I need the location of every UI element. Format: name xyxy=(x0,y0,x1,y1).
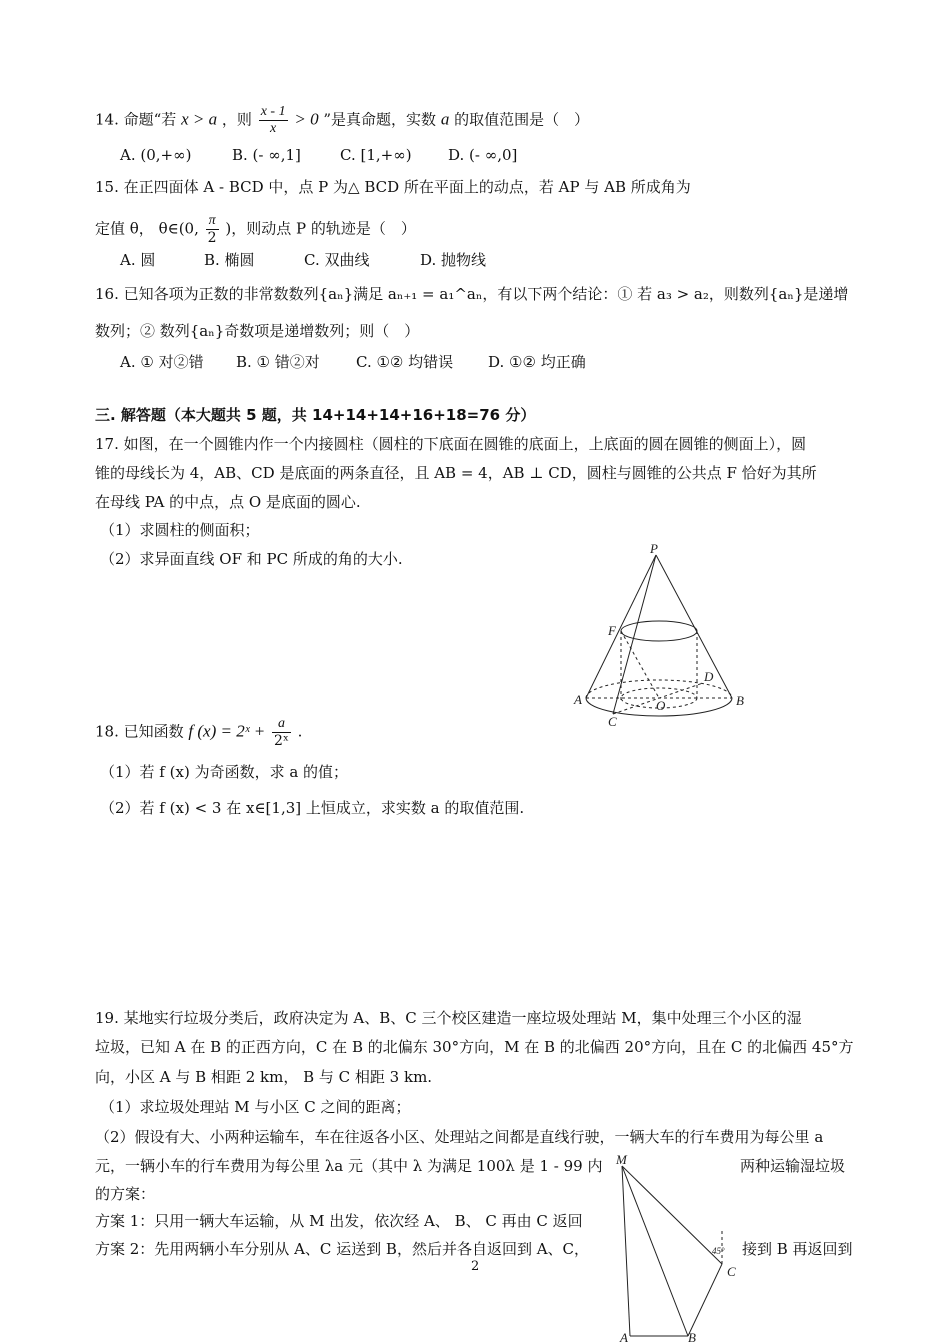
q15-option-b: B. 椭圆 xyxy=(204,251,255,269)
cone-cylinder-figure xyxy=(560,540,760,740)
q19-plan2-right: 接到 B 再返回到 xyxy=(742,1240,853,1258)
q15-fraction: $\frac{\pi}{2}$ xyxy=(207,213,217,246)
q17-line2: 锥的母线长为 4，AB、CD 是底面的两条直径，且 AB = 4，AB ⊥ CD，圆柱与圆锥的公共点 F 恰好为其所 xyxy=(95,464,817,482)
q14-option-b: B. (- ∞,1] xyxy=(232,146,301,164)
q19-part2-line3: 的方案： xyxy=(95,1185,156,1203)
q16-option-c: C. ①② 均错误 xyxy=(356,353,454,371)
q17-line3: 在母线 PA 的中点，点 O 是底面的圆心. xyxy=(95,493,361,511)
label-P: P xyxy=(650,541,658,556)
q19-part2-line1: （2）假设有大、小两种运输车，车在往返各小区、处理站之间都是直线行驶，一辆大车的行车费用为每公里 a xyxy=(95,1128,824,1146)
q15-option-d: D. 抛物线 xyxy=(420,251,487,269)
q19-line1: 19. 某地实行垃圾分类后，政府决定为 A、B、C 三个校区建造一座垃圾处理站 M，集中处理三个小区的湿 xyxy=(95,1009,802,1027)
label-A2: A xyxy=(620,1330,628,1344)
q16-option-d: D. ①② 均正确 xyxy=(488,353,586,371)
label-C2: C xyxy=(727,1264,736,1279)
q17-part1: （1）求圆柱的侧面积； xyxy=(100,521,260,539)
label-C: C xyxy=(608,714,617,729)
q17-line1: 17. 如图，在一个圆锥内作一个内接圆柱（圆柱的下底面在圆锥的底面上，上底面的圆在圆锥的侧面上），圆 xyxy=(95,435,807,453)
label-D: D xyxy=(704,669,714,684)
section-heading: 三. 解答题（本大题共 5 题，共 14+14+14+16+18=76 分） xyxy=(95,406,536,424)
label-A: A xyxy=(574,692,582,707)
q18-fraction: $\frac{a}{\text{2ˣ}}$ xyxy=(274,716,289,749)
q19-part2-line2: 元，一辆小车的行车费用为每公里 λa 元（其中 λ 为满足 100λ 是 1 - 99 内 xyxy=(95,1157,603,1175)
label-O: O xyxy=(656,698,666,713)
q16-line2: 数列；② 数列{aₙ}奇数项是递增数列；则（ ） xyxy=(95,322,420,340)
label-B: B xyxy=(736,693,744,708)
q14-fraction: $\frac{x - 1}{x}$ xyxy=(260,104,286,136)
q14-option-a: A. (0,+∞) xyxy=(120,146,192,164)
q14-stem: 14. 命题“若 x > a ，则 $\frac{x - 1}{x}$ > 0 ”是真命题，实数 a 的取值范围是（ ） xyxy=(95,104,590,136)
q15-option-c: C. 双曲线 xyxy=(304,251,370,269)
page-number: 2 xyxy=(471,1259,480,1274)
q19-plan1: 方案 1：只用一辆大车运输，从 M 出发，依次经 A、 B、 C 再由 C 返回 xyxy=(95,1212,583,1230)
label-M: M xyxy=(616,1152,627,1167)
q15-line1: 15. 在正四面体 A - BCD 中，点 P 为△ BCD 所在平面上的动点，若 AP 与 AB 所成角为 xyxy=(95,178,691,196)
q16-option-a: A. ① 对②错 xyxy=(120,353,204,371)
q18-part1: （1）若 f (x) 为奇函数，求 a 的值； xyxy=(100,763,349,781)
q19-line3: 向，小区 A 与 B 相距 2 km， B 与 C 相距 3 km. xyxy=(95,1068,433,1086)
q15-option-a: A. 圆 xyxy=(120,251,156,269)
location-figure xyxy=(600,1150,750,1344)
q16-line1: 16. 已知各项为正数的非常数数列{aₙ}满足 aₙ₊₁ = a₁^aₙ，有以下两个结论：① 若 a₃ > a₂，则数列{aₙ}是递增 xyxy=(95,285,849,303)
q14-option-c: C. [1,+∞) xyxy=(340,146,412,164)
q19-part1: （1）求垃圾处理站 M 与小区 C 之间的距离； xyxy=(100,1098,411,1116)
q18-stem: 18. 已知函数 f (x) = 2ˣ + $\frac{a}{\text{2ˣ}}$ . xyxy=(95,716,303,749)
q16-option-b: B. ① 错②对 xyxy=(236,353,320,371)
label-F: F xyxy=(608,623,616,638)
q14-option-d: D. (- ∞,0] xyxy=(448,146,518,164)
label-B2: B xyxy=(688,1330,696,1344)
q17-part2: （2）求异面直线 OF 和 PC 所成的角的大小. xyxy=(100,550,403,568)
q19-line2: 垃圾，已知 A 在 B 的正西方向，C 在 B 的北偏东 30°方向，M 在 B 的北偏西 20°方向，且在 C 的北偏西 45°方 xyxy=(95,1038,854,1056)
q19-part2-line2-right: 两种运输湿垃圾 xyxy=(740,1157,846,1175)
q19-plan2: 方案 2：先用两辆小车分别从 A、C 运送到 B，然后并各自返回到 A、C， xyxy=(95,1240,590,1258)
q15-line2: 定值 θ， θ∈(0, $\frac{\pi}{2}$ )，则动点 P 的轨迹是（ ） xyxy=(95,213,416,246)
angle-label: 45° xyxy=(712,1246,725,1256)
q18-part2: （2）若 f (x) < 3 在 x∈[1,3] 上恒成立，求实数 a 的取值范围. xyxy=(100,799,525,817)
